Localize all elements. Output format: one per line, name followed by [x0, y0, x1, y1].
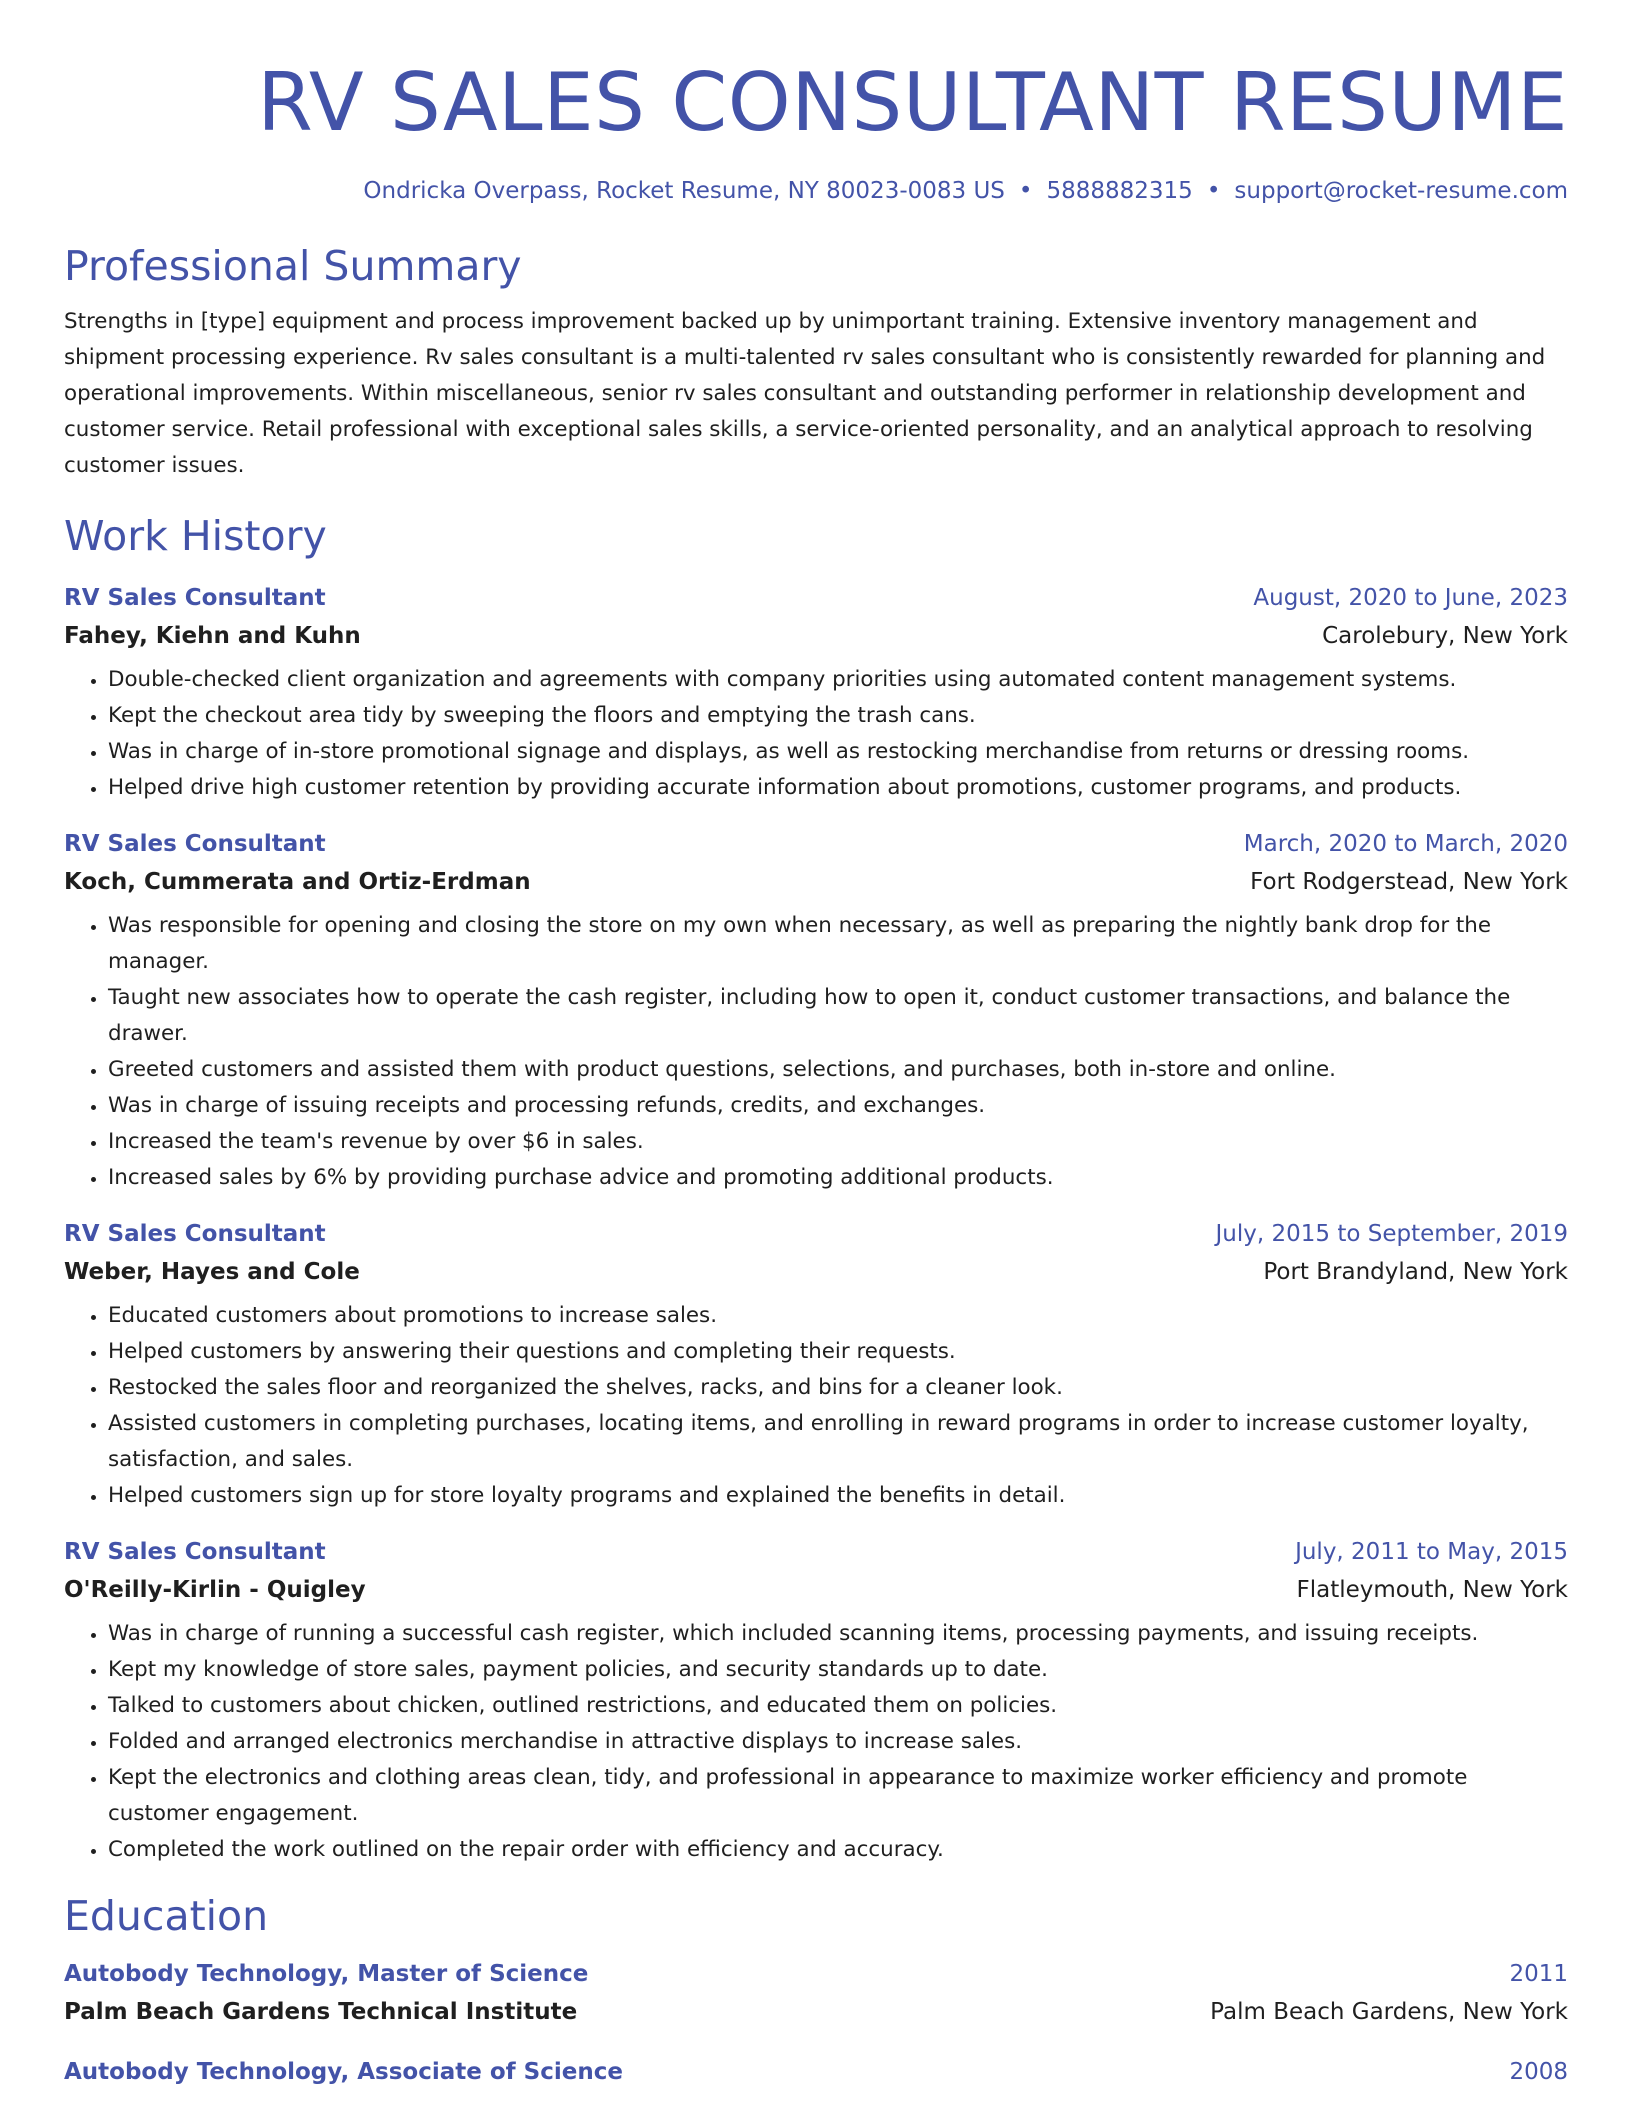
job-bullet: • Helped customers sign up for store loyalty programs and explained the benefits in detail.	[108, 1478, 1568, 1514]
education-header-row	[64, 1958, 1568, 1990]
job-bullets	[64, 662, 1568, 806]
job-bullets	[64, 1616, 1568, 1868]
summary-heading: Professional Summary	[64, 242, 522, 290]
job-entry	[64, 1218, 1568, 1514]
job-company-row	[64, 866, 1568, 898]
job-location: Carolebury, New York	[1322, 623, 1568, 649]
job-bullet: • Taught new associates how to operate the cash register, including how to open it, conduct customer transactions, and balance the drawer.	[108, 980, 1568, 1052]
job-bullet: • Was in charge of in-store promotional signage and displays, as well as restocking merchandise from returns or dressing rooms.	[108, 734, 1568, 770]
job-bullet: • Greeted customers and assisted them with product questions, selections, and purchases, both in-store and online.	[108, 1052, 1568, 1088]
job-dates: July, 2015 to September, 2019	[1215, 1221, 1568, 1247]
resume-title: RV SALES CONSULTANT RESUME	[257, 56, 1568, 149]
job-dates: August, 2020 to June, 2023	[1253, 585, 1568, 611]
education-year: 2011	[1509, 1961, 1568, 1987]
job-title: RV Sales Consultant	[64, 1539, 326, 1565]
job-bullet: • Double-checked client organization and agreements with company priorities using automated content management systems.	[108, 662, 1568, 698]
job-dates: March, 2020 to March, 2020	[1243, 831, 1568, 857]
education-degree: Autobody Technology, Associate of Science	[64, 2059, 623, 2085]
contact-line	[64, 176, 1568, 206]
job-bullet: • Completed the work outlined on the repair order with efficiency and accuracy.	[108, 1832, 1568, 1868]
job-company: O'Reilly-Kirlin - Quigley	[64, 1577, 366, 1603]
job-bullet: • Kept the checkout area tidy by sweeping the floors and emptying the trash cans.	[108, 698, 1568, 734]
job-company-row	[64, 1256, 1568, 1288]
job-bullet: • Was in charge of running a successful cash register, which included scanning items, processing payments, and issuing receipts.	[108, 1616, 1568, 1652]
education-year: 2008	[1509, 2059, 1568, 2085]
contact-email: support@rocket-resume.com	[1234, 178, 1568, 204]
job-bullets	[64, 1298, 1568, 1514]
resume-page	[64, 0, 1568, 2088]
job-company: Weber, Hayes and Cole	[64, 1259, 360, 1285]
job-bullet: • Helped customers by answering their questions and completing their requests.	[108, 1334, 1568, 1370]
job-bullet: • Assisted customers in completing purchases, locating items, and enrolling in reward programs in order to increase customer loyalty, satisfaction, and sales.	[108, 1406, 1568, 1478]
contact-separator: •	[1018, 178, 1033, 204]
job-header-row	[64, 1536, 1568, 1568]
job-dates: July, 2011 to May, 2015	[1295, 1539, 1568, 1565]
job-header-row	[64, 828, 1568, 860]
education-header-row	[64, 2056, 1568, 2088]
summary-text: Strengths in [type] equipment and process improvement backed up by unimportant training. Extensive inventory management and shipment processing experience. Rv sales consultant is a multi-talented rv sales consultant who is consistently rewarded for planning and operational improvements. Within miscellaneous, senior rv sales consultant and outstanding performer in relationship development and customer service. Retail professional with exceptional sales skills, a service-oriented personality, and an analytical approach to resolving customer issues.	[64, 309, 1546, 478]
job-bullet: • Helped drive high customer retention by providing accurate information about promotions, customer programs, and products.	[108, 770, 1568, 806]
job-bullet: • Increased sales by 6% by providing purchase advice and promoting additional products.	[108, 1160, 1568, 1196]
education-degree: Autobody Technology, Master of Science	[64, 1961, 589, 1987]
job-location: Port Brandyland, New York	[1263, 1259, 1568, 1285]
job-bullet: • Talked to customers about chicken, outlined restrictions, and educated them on policies.	[108, 1688, 1568, 1724]
education-heading: Education	[64, 1892, 269, 1940]
job-company-row	[64, 1574, 1568, 1606]
education-entry	[64, 1958, 1568, 2028]
job-title: RV Sales Consultant	[64, 1221, 326, 1247]
job-company-row	[64, 620, 1568, 652]
job-entry	[64, 828, 1568, 1196]
contact-address: Ondricka Overpass, Rocket Resume, NY 80023-0083 US	[363, 178, 1005, 204]
job-bullet: • Kept my knowledge of store sales, payment policies, and security standards up to date.	[108, 1652, 1568, 1688]
job-bullet: • Kept the electronics and clothing areas clean, tidy, and professional in appearance to maximize worker efficiency and promote customer engagement.	[108, 1760, 1568, 1832]
job-header-row	[64, 582, 1568, 614]
education-entry	[64, 2056, 1568, 2088]
job-entry	[64, 582, 1568, 806]
education-school-row	[64, 1996, 1568, 2028]
job-location: Flatleymouth, New York	[1296, 1577, 1568, 1603]
job-title: RV Sales Consultant	[64, 831, 326, 857]
education-location: Palm Beach Gardens, New York	[1210, 1999, 1568, 2025]
job-bullet: • Increased the team's revenue by over $6 in sales.	[108, 1124, 1568, 1160]
job-company: Fahey, Kiehn and Kuhn	[64, 623, 361, 649]
contact-separator: •	[1206, 178, 1221, 204]
job-location: Fort Rodgerstead, New York	[1250, 869, 1568, 895]
job-bullet: • Was responsible for opening and closing the store on my own when necessary, as well as preparing the nightly bank drop for the manager.	[108, 908, 1568, 980]
job-company: Koch, Cummerata and Ortiz-Erdman	[64, 869, 531, 895]
job-entry	[64, 1536, 1568, 1868]
job-title: RV Sales Consultant	[64, 585, 326, 611]
job-bullets	[64, 908, 1568, 1196]
job-bullet: • Was in charge of issuing receipts and processing refunds, credits, and exchanges.	[108, 1088, 1568, 1124]
job-bullet: • Educated customers about promotions to increase sales.	[108, 1298, 1568, 1334]
education-school: Palm Beach Gardens Technical Institute	[64, 1999, 578, 2025]
job-header-row	[64, 1218, 1568, 1250]
work-history-heading: Work History	[64, 512, 327, 560]
job-bullet: • Folded and arranged electronics merchandise in attractive displays to increase sales.	[108, 1724, 1568, 1760]
job-bullet: • Restocked the sales floor and reorganized the shelves, racks, and bins for a cleaner look.	[108, 1370, 1568, 1406]
contact-phone: 5888882315	[1046, 178, 1193, 204]
